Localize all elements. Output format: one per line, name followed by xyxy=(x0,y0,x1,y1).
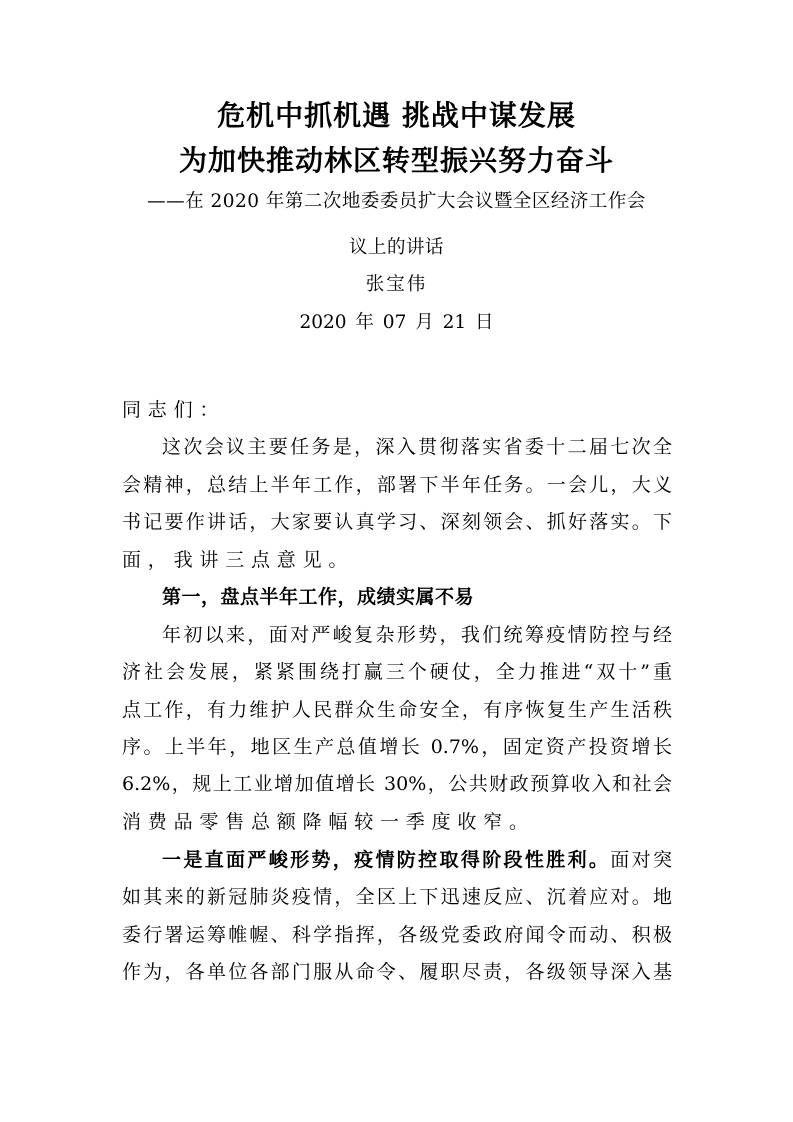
paragraph-line: 面，我讲三点意见。 xyxy=(122,549,355,571)
point-one-first-line xyxy=(162,845,672,875)
paragraph-line: 年初以来，面对严峻复杂形势，我们统筹疫情防控与经 xyxy=(162,624,672,646)
paragraph-line: 消费品零售总额降幅较一季度收窄。 xyxy=(122,811,535,833)
paragraph-line: 会精神，总结上半年工作，部署下半年任务。一会儿，大义 xyxy=(122,474,672,496)
paragraph-line: 书记要作讲话，大家要认真学习、深刻领会、抓好落实。下 xyxy=(122,511,672,533)
paragraph-line: 序。上半年，地区生产总值增长 0.7%，固定资产投资增长 xyxy=(122,736,672,758)
paragraph-line: 这次会议主要任务是，深入贯彻落实省委十二届七次全 xyxy=(162,436,672,458)
point-one-lead-rest: 面对突 xyxy=(610,849,672,871)
author-name: 张宝伟 xyxy=(365,274,428,295)
document-title-line-2: 为加快推动林区转型振兴努力奋斗 xyxy=(178,144,614,177)
paragraph-line: 6.2%，规上工业增加值增长 30%，公共财政预算收入和社会 xyxy=(122,773,672,795)
document-subtitle-line-1: ——在 2020 年第二次地委委员扩大会议暨全区经济工作会 xyxy=(147,191,646,212)
section-heading: 第一，盘点半年工作，成绩实属不易 xyxy=(162,586,475,608)
document-title-line-1: 危机中抓机遇 挑战中谋发展 xyxy=(217,99,576,132)
paragraph-line: 委行署运筹帷幄、科学指挥，各级党委政府闻令而动、积极 xyxy=(122,924,672,946)
paragraph-line: 如其来的新冠肺炎疫情，全区上下迅速反应、沉着应对。地 xyxy=(122,886,672,908)
speech-date: 2020 年 07 月 21 日 xyxy=(299,312,494,333)
paragraph-line: 作为，各单位各部门服从命令、履职尽责，各级领导深入基 xyxy=(122,961,672,983)
paragraph-line: 点工作，有力维护人民群众生命安全，有序恢复生产生活秩 xyxy=(122,699,672,721)
point-one-lead: 一是直面严峻形势，疫情防控取得阶段性胜利。 xyxy=(162,849,611,871)
document-subtitle-line-2: 议上的讲话 xyxy=(348,237,444,258)
paragraph-line: 济社会发展，紧紧围绕打赢三个硬仗，全力推进“双十”重 xyxy=(122,661,672,683)
salutation: 同志们： xyxy=(122,399,226,421)
